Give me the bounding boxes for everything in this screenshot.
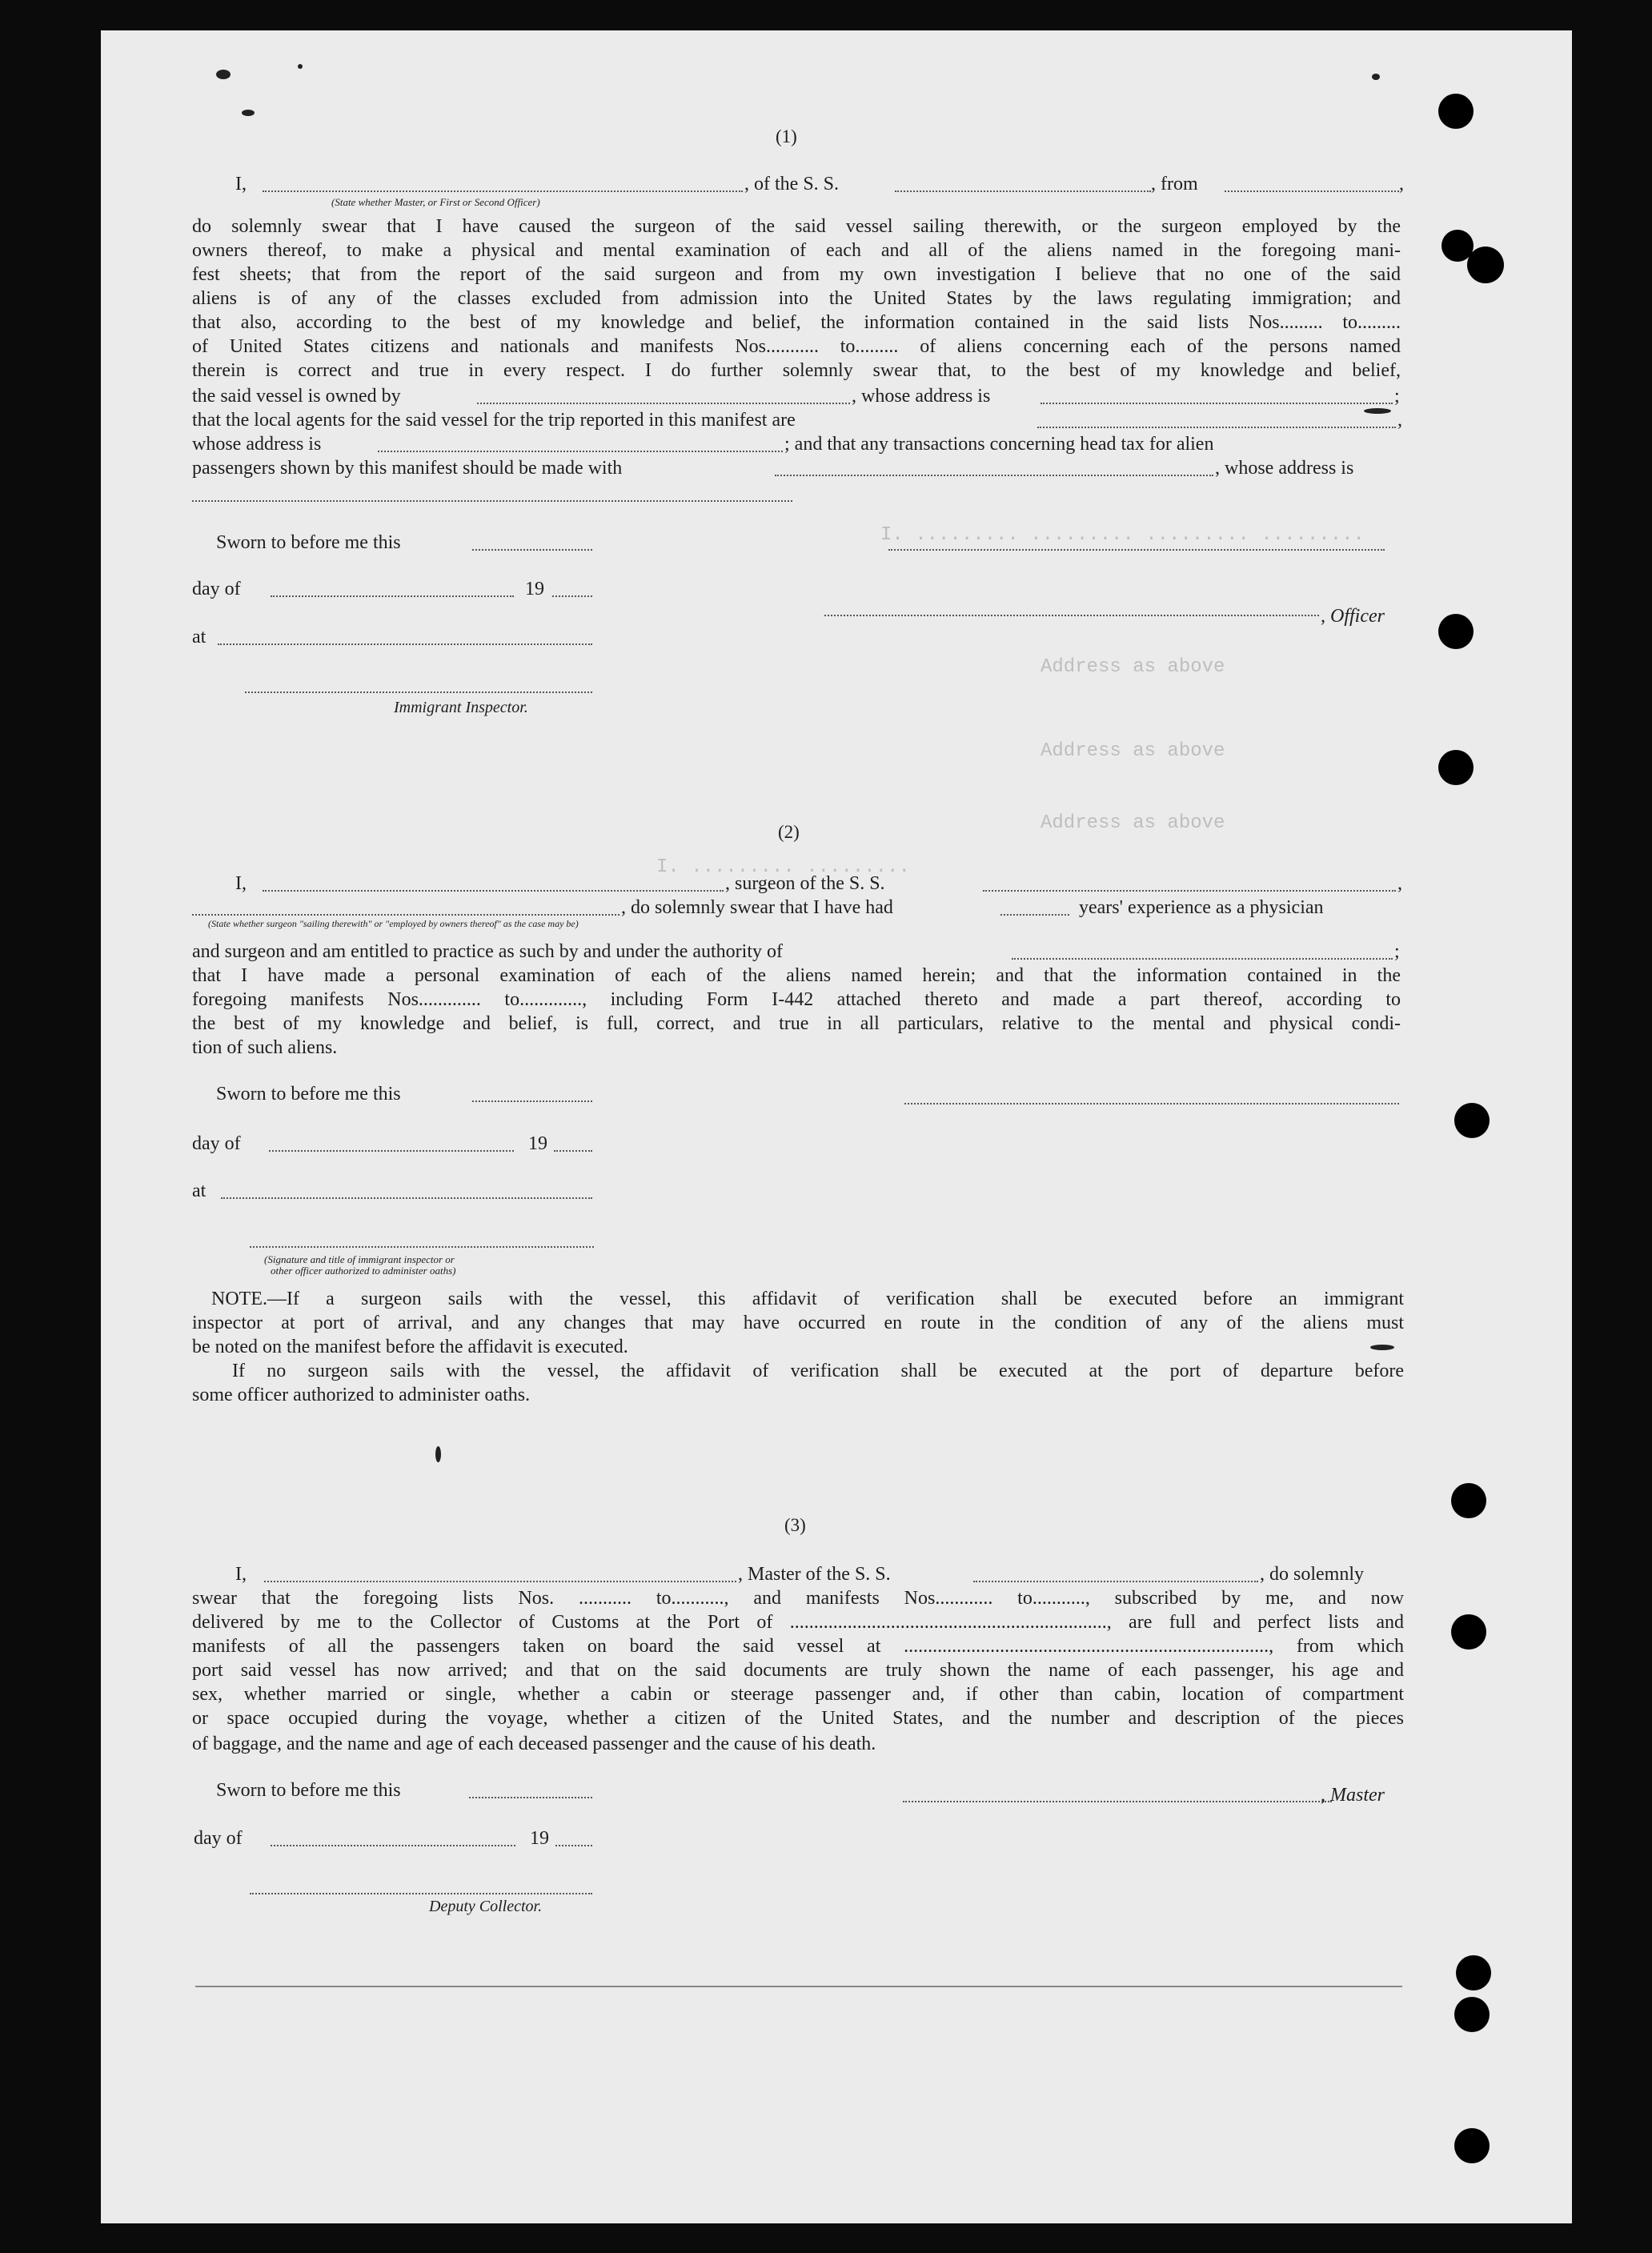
note-line: inspector at port of arrival, and any changes that may have occurred en route in the condition of any of the aliens must bbox=[192, 1313, 1404, 1333]
year-label: 19 bbox=[528, 1133, 547, 1154]
years-field[interactable] bbox=[1000, 914, 1069, 916]
year-label: 19 bbox=[530, 1828, 549, 1849]
text-line: that also, according to the best of my knowledge and belief, the information contained in the said lists Nos......... to......... bbox=[192, 312, 1401, 333]
comma: , bbox=[1397, 410, 1402, 431]
note-paragraph bbox=[192, 1287, 1404, 1335]
note-line: be noted on the manifest before the affidavit is executed. bbox=[192, 1337, 628, 1357]
collector-label: Deputy Collector. bbox=[429, 1898, 543, 1915]
text-line: sex, whether married or single, whether a cabin or steerage passenger and, if other than cabin, location of compartment bbox=[192, 1684, 1404, 1705]
ink-speck bbox=[1372, 74, 1380, 80]
inspector-label: Immigrant Inspector. bbox=[394, 699, 528, 716]
inspector-signature-field[interactable] bbox=[245, 692, 592, 693]
comma: , bbox=[1397, 873, 1402, 894]
bleed-through-text: I. ......... ......... ......... ......... bbox=[880, 524, 1365, 546]
punch-hole bbox=[1456, 1955, 1491, 1990]
text-line: port said vessel has now arrived; and that on the said documents are truly shown the name of each passenger, his age and bbox=[192, 1660, 1404, 1681]
sworn-day-field[interactable] bbox=[469, 1797, 592, 1798]
text-line: therein is correct and true in every respect. I do further solemnly swear that, to the best of my knowledge and belief, bbox=[192, 360, 1401, 381]
day-of-label: day of bbox=[192, 579, 241, 599]
surgeon-status-field[interactable] bbox=[192, 914, 620, 916]
text-line: of baggage, and the name and age of each deceased passenger and the cause of his death. bbox=[192, 1734, 876, 1754]
note-line: NOTE.—If a surgeon sails with the vessel, this affidavit of verification shall be executed before an immigrant bbox=[211, 1289, 1404, 1309]
head-tax-address-field[interactable] bbox=[192, 500, 792, 502]
punch-hole bbox=[1451, 1483, 1486, 1518]
at-field[interactable] bbox=[221, 1197, 592, 1199]
punch-hole bbox=[1454, 1103, 1490, 1138]
signature-caption: (Signature and title of immigrant inspector or bbox=[264, 1253, 455, 1265]
officer-signature-field[interactable] bbox=[888, 549, 1385, 551]
semicolon: ; bbox=[1394, 941, 1400, 962]
text-line: manifests of all the passengers taken on board the said vessel at ............................................................................, from which bbox=[192, 1636, 1404, 1657]
affiant-label: I, bbox=[235, 174, 247, 194]
owner-field[interactable] bbox=[477, 403, 850, 404]
punch-hole bbox=[1467, 247, 1504, 283]
head-tax-text: ; and that any transactions concerning head tax for alien bbox=[784, 434, 1214, 455]
section-number: (3) bbox=[784, 1515, 806, 1535]
owned-by-label: the said vessel is owned by bbox=[192, 386, 401, 407]
master-signature-field[interactable] bbox=[903, 1801, 1332, 1802]
text-line: fest sheets; that from the report of the said surgeon and from my own investigation I believe that no one of the said bbox=[192, 264, 1401, 285]
head-tax-address-label: , whose address is bbox=[1215, 458, 1354, 479]
collector-signature-field[interactable] bbox=[250, 1893, 592, 1894]
bleed-through-text: Address as above bbox=[1041, 812, 1225, 834]
at-label: at bbox=[192, 1181, 206, 1201]
master-label: I, bbox=[235, 1564, 247, 1585]
agent-address-field[interactable] bbox=[378, 451, 783, 452]
text-line: delivered by me to the Collector of Customs at the Port of .................................................................., are full and perfect lists and bbox=[192, 1612, 1404, 1633]
agents-label: that the local agents for the said vessel for the trip reported in this manifest are bbox=[192, 410, 796, 431]
year-field[interactable] bbox=[552, 595, 592, 597]
master-vessel-field[interactable] bbox=[973, 1581, 1258, 1582]
agents-field[interactable] bbox=[1037, 427, 1396, 428]
year-field[interactable] bbox=[555, 1845, 592, 1846]
experience-text: years' experience as a physician bbox=[1079, 897, 1324, 918]
ink-speck bbox=[1370, 1345, 1394, 1350]
punch-hole bbox=[1454, 1997, 1490, 2032]
note-line: some officer authorized to administer oaths. bbox=[192, 1385, 531, 1405]
oath-paragraph-2 bbox=[192, 964, 1401, 1036]
ink-speck bbox=[298, 64, 303, 69]
day-of-label: day of bbox=[192, 1133, 241, 1154]
field-caption: (State whether Master, or First or Second Officer) bbox=[331, 196, 540, 208]
semicolon: ; bbox=[1394, 386, 1400, 407]
signature-caption: other officer authorized to administer oaths) bbox=[271, 1265, 456, 1277]
punch-hole bbox=[1438, 94, 1474, 129]
oath-paragraph-1 bbox=[192, 214, 1401, 383]
surgeon-label: I, bbox=[235, 873, 247, 894]
text-line: of United States citizens and nationals and manifests Nos........... to......... of aliens concerning each of the persons named bbox=[192, 336, 1401, 357]
vessel-field[interactable] bbox=[895, 190, 1151, 192]
comma: , bbox=[1399, 174, 1404, 194]
bottom-rule bbox=[195, 1986, 1402, 1987]
text-line: tion of such aliens. bbox=[192, 1037, 338, 1058]
oath-paragraph-3 bbox=[192, 1586, 1404, 1730]
authority-label: and surgeon and am entitled to practice as such by and under the authority of bbox=[192, 941, 783, 962]
field-caption: (State whether surgeon "sailing therewith" or "employed by owners thereof" as the case may be) bbox=[208, 918, 579, 929]
punch-hole bbox=[1454, 2128, 1490, 2163]
surgeon-signature-field[interactable] bbox=[904, 1103, 1399, 1104]
day-of-field[interactable] bbox=[269, 1150, 514, 1152]
year-field[interactable] bbox=[554, 1150, 592, 1152]
head-tax-agent-field[interactable] bbox=[775, 475, 1213, 476]
sworn-label: Sworn to before me this bbox=[216, 1084, 401, 1104]
sworn-day-field[interactable] bbox=[472, 549, 592, 551]
bleed-through-text: Address as above bbox=[1041, 740, 1225, 762]
sworn-label: Sworn to before me this bbox=[216, 532, 401, 553]
text-line: foregoing manifests Nos............. to............., including Form I-442 attached thereto and made a part thereof, according to bbox=[192, 989, 1401, 1010]
affiant-field[interactable] bbox=[263, 190, 743, 192]
year-label: 19 bbox=[525, 579, 544, 599]
punch-hole bbox=[1438, 750, 1474, 785]
at-field[interactable] bbox=[218, 643, 592, 645]
section-number: (2) bbox=[778, 822, 800, 842]
master-name-field[interactable] bbox=[264, 1581, 736, 1582]
agent-address-label: whose address is bbox=[192, 434, 322, 455]
owner-address-label: , whose address is bbox=[852, 386, 991, 407]
note-paragraph-2 bbox=[232, 1359, 1404, 1383]
note-line: If no surgeon sails with the vessel, the affidavit of verification shall be executed at the port of departure before bbox=[232, 1361, 1404, 1381]
ink-speck bbox=[1364, 408, 1391, 414]
officer-label: , Officer bbox=[1321, 606, 1385, 627]
from-label: , from bbox=[1151, 174, 1198, 194]
ink-speck bbox=[216, 70, 231, 79]
surgeon-name-field[interactable] bbox=[263, 890, 724, 892]
text-line: owners thereof, to make a physical and mental examination of each and all of the aliens named in the foregoing mani- bbox=[192, 240, 1401, 261]
text-line: the best of my knowledge and belief, is full, correct, and true in all particulars, relative to the mental and physical condi- bbox=[192, 1013, 1401, 1034]
vessel-label: , of the S. S. bbox=[744, 174, 840, 194]
day-of-field[interactable] bbox=[271, 595, 514, 597]
authority-field[interactable] bbox=[1012, 958, 1393, 960]
owner-address-field[interactable] bbox=[1041, 403, 1393, 404]
from-field[interactable] bbox=[1225, 190, 1399, 192]
punch-hole bbox=[1438, 614, 1474, 649]
surgeon-vessel-field[interactable] bbox=[983, 890, 1396, 892]
bleed-through-text: Address as above bbox=[1041, 656, 1225, 678]
master-vessel-label: , Master of the S. S. bbox=[738, 1564, 891, 1585]
do-solemnly-text: , do solemnly bbox=[1260, 1564, 1364, 1585]
inspector-signature-field[interactable] bbox=[250, 1246, 594, 1248]
punch-hole bbox=[1451, 1614, 1486, 1650]
passengers-label: passengers shown by this manifest should be made with bbox=[192, 458, 623, 479]
text-line: that I have made a personal examination of each of the aliens named herein; and that the information contained in the bbox=[192, 965, 1401, 986]
master-title: , Master bbox=[1321, 1785, 1385, 1806]
surgeon-vessel-label: , surgeon of the S. S. bbox=[725, 873, 885, 894]
text-line: do solemnly swear that I have caused the surgeon of the said vessel sailing therewith, or the surgeon employed by the bbox=[192, 216, 1401, 237]
sworn-day-field[interactable] bbox=[472, 1100, 592, 1102]
text-line: or space occupied during the voyage, whether a citizen of the United States, and the number and description of the pieces bbox=[192, 1708, 1404, 1729]
sworn-label: Sworn to before me this bbox=[216, 1780, 401, 1801]
swear-text: , do solemnly swear that I have had bbox=[621, 897, 893, 918]
text-line: aliens is of any of the classes excluded from admission into the United States by the laws regulating immigration; and bbox=[192, 288, 1401, 309]
day-of-label: day of bbox=[194, 1828, 243, 1849]
text-line: swear that the foregoing lists Nos. ........... to..........., and manifests Nos............ to..........., subscribed by me, and now bbox=[192, 1588, 1404, 1609]
officer-field[interactable] bbox=[824, 615, 1319, 616]
ink-speck bbox=[242, 110, 255, 116]
at-label: at bbox=[192, 627, 206, 647]
section-number: (1) bbox=[776, 126, 797, 146]
bleed-through-text: I. ......... ......... bbox=[656, 856, 910, 878]
day-of-field[interactable] bbox=[271, 1845, 515, 1846]
ink-speck bbox=[435, 1446, 441, 1462]
